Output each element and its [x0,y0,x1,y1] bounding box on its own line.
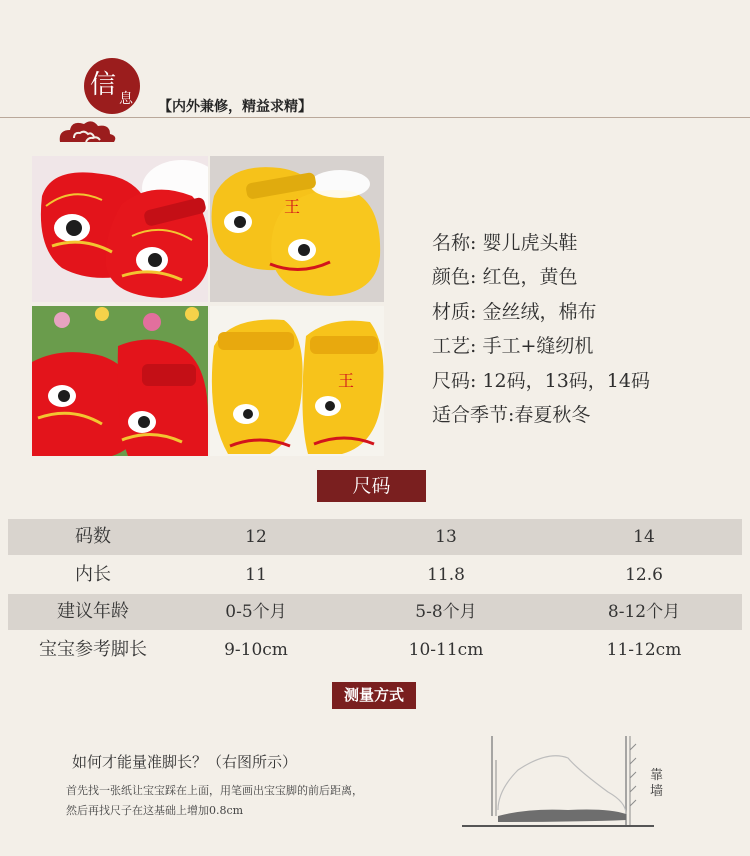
size-section-title: 尺码 [317,470,426,502]
spec-craft: 工艺: 手工+缝纫机 [432,335,594,358]
auspicious-cloud-icon [56,118,120,148]
table-cell: 11-12cm [606,640,682,660]
table-row-inner-length [8,557,742,593]
wall-hatch [630,744,636,806]
table-row-size [8,519,742,555]
table-header-cell: 内长 [75,564,111,585]
table-cell: 11 [245,565,267,585]
spec-name: 名称: 婴儿虎头鞋 [432,232,578,254]
instruction-line-2: 然后再找尺子在这基础上增加0.8cm [66,804,244,817]
table-cell: 8-12个月 [607,602,681,622]
table-cell: 12 [245,527,267,547]
table-header-cell: 宝宝参考脚长 [39,639,147,660]
table-cell: 10-11cm [408,640,484,660]
table-row-foot-length [8,632,742,668]
king-char-mark: 王 [338,371,355,390]
product-specs [432,226,650,432]
table-cell: 13 [435,527,457,547]
measure-question: 如何才能量准脚长？（右图所示） [72,753,298,771]
photo-red-closed-shoes [32,156,208,302]
table-cell: 5-8个月 [415,602,477,622]
table-cell: 0-5个月 [225,602,287,622]
info-badge-small-char: 息 [119,91,133,107]
measure-section-title: 测量方式 [332,682,416,709]
table-header-cell: 码数 [75,526,111,547]
table-cell: 11.8 [427,565,465,585]
foot-measure-illustration [458,730,658,834]
photo-yellow-sandal [210,306,384,456]
table-cell: 12.6 [625,565,663,585]
table-row-age [8,594,742,630]
table-header-cell: 建议年龄 [57,601,129,622]
photo-red-sandal [32,306,208,456]
instruction-line-1: 首先找一张纸让宝宝踩在上面，用笔画出宝宝脚的前后距离， [66,784,363,797]
table-cell: 14 [633,527,655,547]
table-cell: 9-10cm [224,640,288,660]
king-char-mark: 王 [284,197,301,216]
spec-sizes: 尺码: 12码，13码，14码 [432,369,650,392]
spec-material: 材质: 金丝绒，棉布 [432,300,597,323]
spec-color: 颜色: 红色，黄色 [432,266,578,289]
header-tagline: 【内外兼修，精益求精】 [158,99,312,115]
measure-instructions [66,781,436,821]
info-badge-main-char: 信 [90,70,117,100]
spec-season: 适合季节:春夏秋冬 [432,404,591,427]
photo-yellow-closed-shoes [210,156,384,302]
wall-label: 靠墙 [650,768,664,799]
